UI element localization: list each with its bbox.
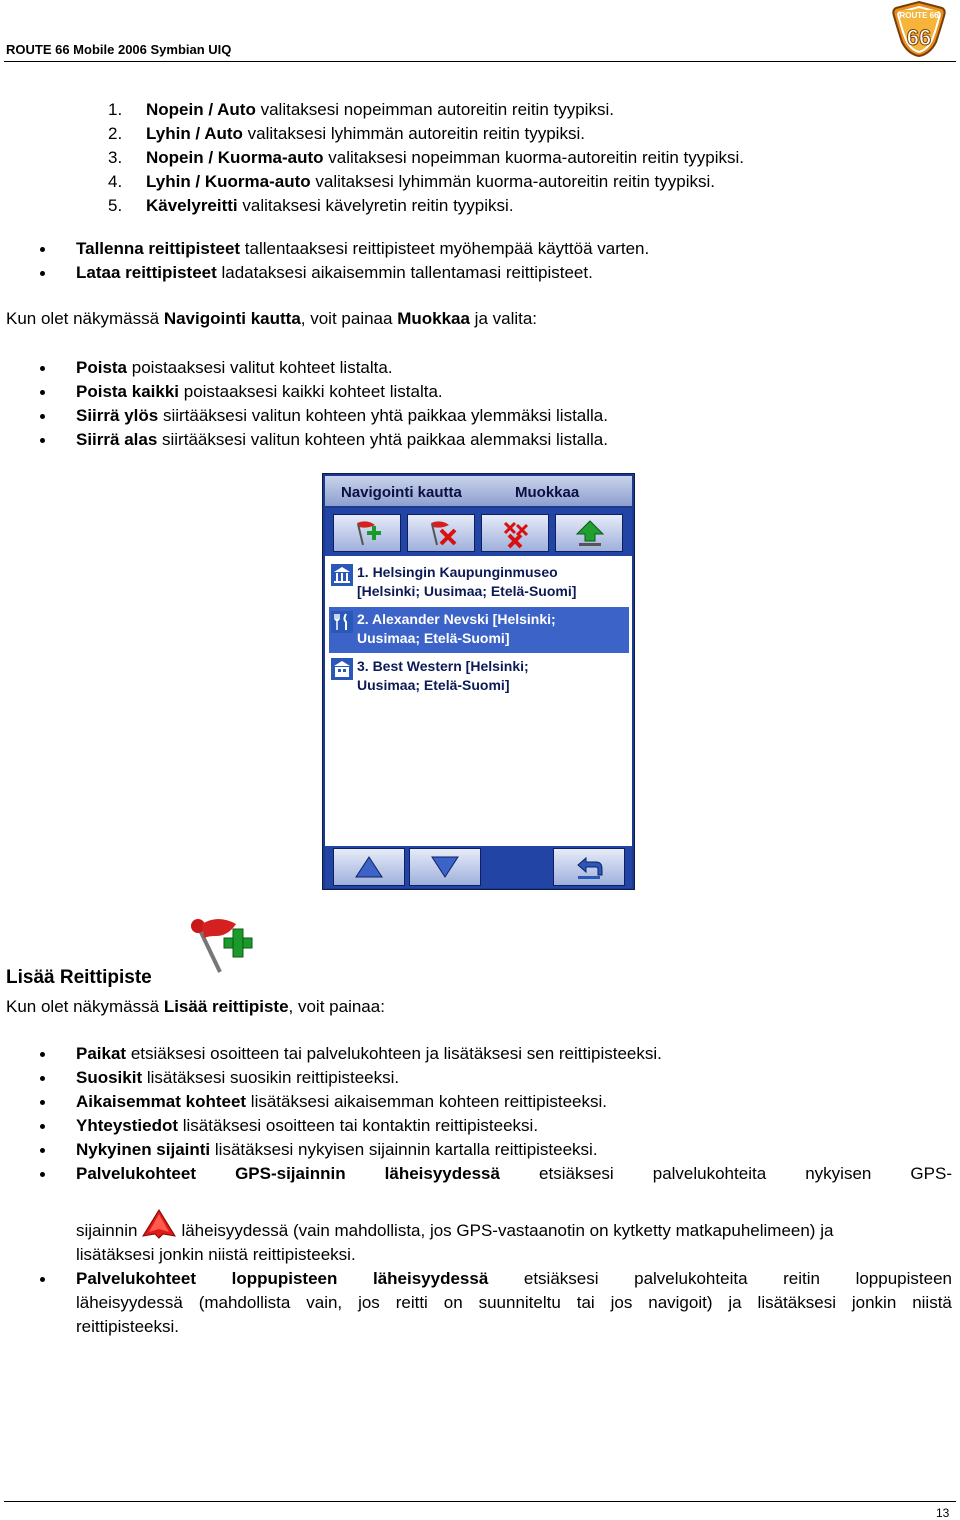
logo-text: ROUTE 66 [899,11,939,20]
restaurant-icon [331,611,353,633]
flag-plus-icon [351,519,385,549]
list-item[interactable] [329,654,629,700]
list-item: Tallenna reittipisteet tallentaaksesi reittipisteet myöhempää käyttöä varten. [38,237,649,261]
list-item: Poista poistaaksesi valitut kohteet listalta. [38,356,608,380]
phone-title-bar [325,476,632,506]
page-number: 13 [936,1506,950,1520]
scroll-down-button[interactable] [409,848,481,886]
list-item: Palvelukohteet loppupisteen läheisyydessä etsiäksesi palvelukohteita reitin loppupisteen [38,1267,952,1291]
list-item: Lataa reittipisteet ladataksesi aikaisemmin tallentamasi reittipisteet. [38,261,649,285]
edit-menu[interactable]: Muokkaa [515,484,580,501]
add-option-list [38,1042,952,1339]
route-type-list [108,98,744,218]
list-item-continuation: lisätäksesi jonkin niistä reittipisteeksi. [76,1245,356,1264]
svg-text:66: 66 [906,25,932,50]
route66-logo [890,0,948,58]
list-item: 3. Nopein / Kuorma-auto valitaksesi nopeimman kuorma-autoreitin reitin tyypiksi. [108,148,745,167]
back-button[interactable] [553,848,625,886]
arrow-up-icon [573,519,607,549]
list-item: 5. Kävelyreitti valitaksesi kävelyretin reitin tyypiksi. [108,196,514,215]
list-item: Suosikit lisätäksesi suosikin reittipisteeksi. [38,1066,952,1090]
gps-warning-icon [141,1208,177,1240]
edit-intro: Kun olet näkymässä Navigointi kautta, voit painaa Muokkaa ja valita: [6,309,538,328]
add-waypoint-button[interactable] [333,514,401,552]
phone-toolbar [325,508,632,556]
waypoint-action-list [38,237,649,285]
move-up-button[interactable] [555,514,623,552]
document-title: ROUTE 66 Mobile 2006 Symbian UIQ [6,42,232,57]
list-item: 4. Lyhin / Kuorma-auto valitaksesi lyhimmän kuorma-autoreitin reitin tyypiksi. [108,172,716,191]
flag-delete-icon [425,519,459,549]
edit-action-list [38,356,608,452]
museum-icon [331,564,353,586]
delete-button[interactable] [407,514,475,552]
delete-all-button[interactable] [481,514,549,552]
hotel-icon [331,658,353,680]
list-item: Siirrä alas siirtääksesi valitun kohteen yhtä paikkaa alemmaksi listalla. [38,428,608,452]
list-item: Palvelukohteet GPS-sijainnin läheisyydessä etsiäksesi palvelukohteita nykyisen GPS- [38,1162,952,1186]
phone-screenshot [322,473,635,890]
header-divider [4,61,956,62]
page-header [0,0,960,64]
list-item-continuation: läheisyydessä (mahdollista vain, jos reitti on suunniteltu tai jos navigoit) ja lisätäksesi jonkin niistä [76,1293,952,1312]
back-arrow-icon [574,855,604,881]
list-item: Poista kaikki poistaaksesi kaikki kohteet listalta. [38,380,608,404]
list-item[interactable] [329,607,629,653]
list-item: Paikat etsiäksesi osoitteen tai palvelukohteen ja lisätäksesi sen reittipisteeksi. [38,1042,952,1066]
phone-bottom-bar [325,846,632,888]
list-item: Aikaisemmat kohteet lisätäksesi aikaisemman kohteen reittipisteeksi. [38,1090,952,1114]
list-item-continuation: sijainnin läheisyydessä (vain mahdollista, jos GPS-vastaanotin on kytketty matkapuhelimeen) ja [38,1186,952,1243]
waypoint-list [325,556,632,846]
waypoint-label: 1. Helsingin Kaupunginmuseo [Helsinki; Uusimaa; Etelä-Suomi] [357,564,577,599]
list-item: 1. Nopein / Auto valitaksesi nopeimman autoreitin reitin tyypiksi. [108,100,614,119]
list-item: Nykyinen sijainti lisätäksesi nykyisen sijainnin kartalla reittipisteeksi. [38,1138,952,1162]
add-waypoint-icon [188,914,258,984]
list-item: Siirrä ylös siirtääksesi valitun kohteen yhtä paikkaa ylemmäksi listalla. [38,404,608,428]
list-item[interactable] [329,560,629,606]
waypoint-label: 2. Alexander Nevski [Helsinki; Uusimaa; Etelä-Suomi] [357,611,556,646]
list-item: Yhteystiedot lisätäksesi osoitteen tai kontaktin reittipisteeksi. [38,1114,952,1138]
list-item-continuation: reittipisteeksi. [76,1317,179,1336]
section-title: Lisää Reittipiste [6,967,152,988]
footer-divider [4,1501,956,1502]
waypoint-label: 3. Best Western [Helsinki; Uusimaa; Etelä-Suomi] [357,658,529,693]
screen-title: Navigointi kautta [341,484,462,501]
scroll-up-button[interactable] [333,848,405,886]
add-intro: Kun olet näkymässä Lisää reittipiste, voit painaa: [6,997,385,1016]
list-item: 2. Lyhin / Auto valitaksesi lyhimmän autoreitin reitin tyypiksi. [108,124,585,143]
triangle-up-icon [354,855,384,879]
delete-all-icon [499,519,533,549]
triangle-down-icon [430,855,460,879]
